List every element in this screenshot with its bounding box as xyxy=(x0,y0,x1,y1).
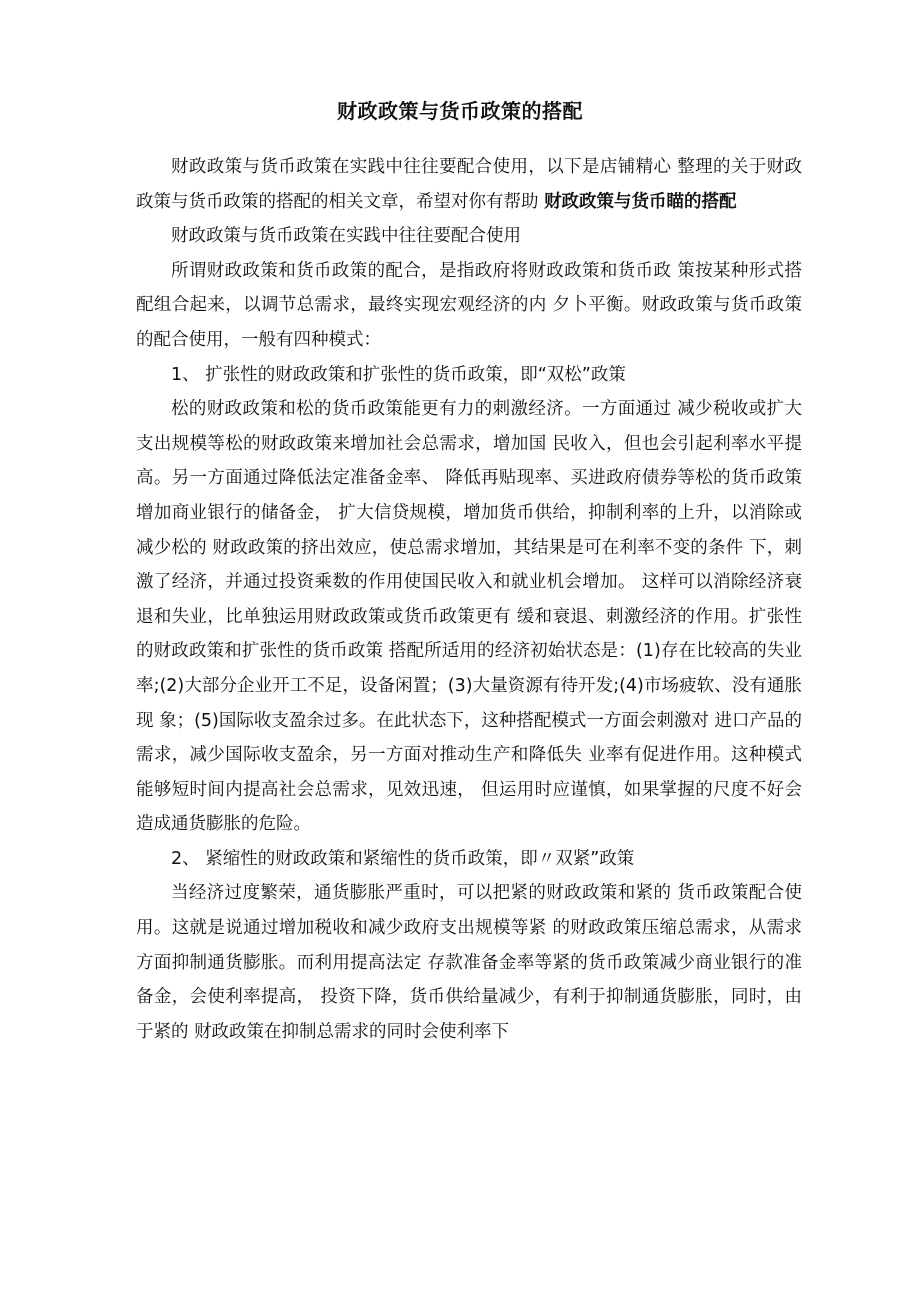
section-heading-double-tight: 2、 紧缩性的财政政策和紧缩性的货币政策，即〃双紧”政策 xyxy=(171,848,635,869)
intro-bold-heading: 财政政策与货币瞄的搭配 xyxy=(544,191,737,212)
document-title: 财政政策与货币政策的搭配 xyxy=(337,99,583,123)
paragraph-usage: 财政政策与货币政策在实践中往往要配合使用 xyxy=(171,226,521,247)
intro-paragraph xyxy=(136,150,802,219)
paragraph-double-tight: 当经济过度繁荣，通货膨胀严重时，可以把紧的财政政策和紧的 货币政策配合使用。这就是说通过增加税收和减少政府支出规模等紧 的财政政策压缩总需求，从需求方面抑制通货膨胀。而利用提高法定 存款准备金率等紧的货币政策减少商业银行的准备金，会使利率提高， 投资下降，货币供给量减少，有利于抑制通货膨胀，同时，由于紧的 财政政策在抑制总需求的同时会使利率下 xyxy=(136,883,802,1042)
paragraph-double-loose: 松的财政政策和松的货币政策能更有力的刺激经济。一方面通过 减少税收或扩大支出规模等松的财政政策来增加社会总需求，增加国 民收入，但也会引起利率水平提高。另一方面通过降低法定准备金率、 降低再贴现率、买进政府债券等松的货币政策增加商业银行的储备金， 扩大信贷规模，增加货币供给，抑制利率的上升，以消除或减少松的 财政政策的挤出效应，使总需求增加，其结果是可在利率不变的条件 下，刺激了经济，并通过投资乘数的作用使国民收入和就业机会增加。 这样可以消除经济衰退和失业，比单独运用财政政策或货币政策更有 缓和衰退、刺激经济的作用。扩张性的财政政策和扩张性的货币政策 搭配所适用的经济初始状态是：(1)存在比较高的失业率;(2)大部分企业开工不足，设备闲置；(3)大量资源有待开发;(4)市场疲软、没有通胀现 象；(5)国际收支盈余过多。在此状态下，这种搭配模式一方面会刺激对 进口产品的需求，减少国际收支盈余，另一方面对推动生产和降低失 业率有促进作用。这种模式能够短时间内提高社会总需求，见效迅速， 但运用时应谨慎，如果掌握的尺度不好会造成通货膨胀的危险。 xyxy=(136,399,802,835)
intro-text: 财政政策与货币政策在实践中往往要配合使用，以下是店铺精心 整理的关于财政政策与货币政策的搭配的相关文章，希望对你有帮助 xyxy=(136,157,802,212)
document-body xyxy=(136,150,802,1049)
section-heading-double-loose: 1、 扩张性的财政政策和扩张性的货币政策，即“双松”政策 xyxy=(171,364,626,385)
paragraph-definition: 所谓财政政策和货币政策的配合，是指政府将财政政策和货币政 策按某种形式搭配组合起来，以调节总需求，最终实现宏观经济的内 夕卜平衡。财政政策与货币政策的配合使用，一般有四种模式： xyxy=(136,260,802,350)
